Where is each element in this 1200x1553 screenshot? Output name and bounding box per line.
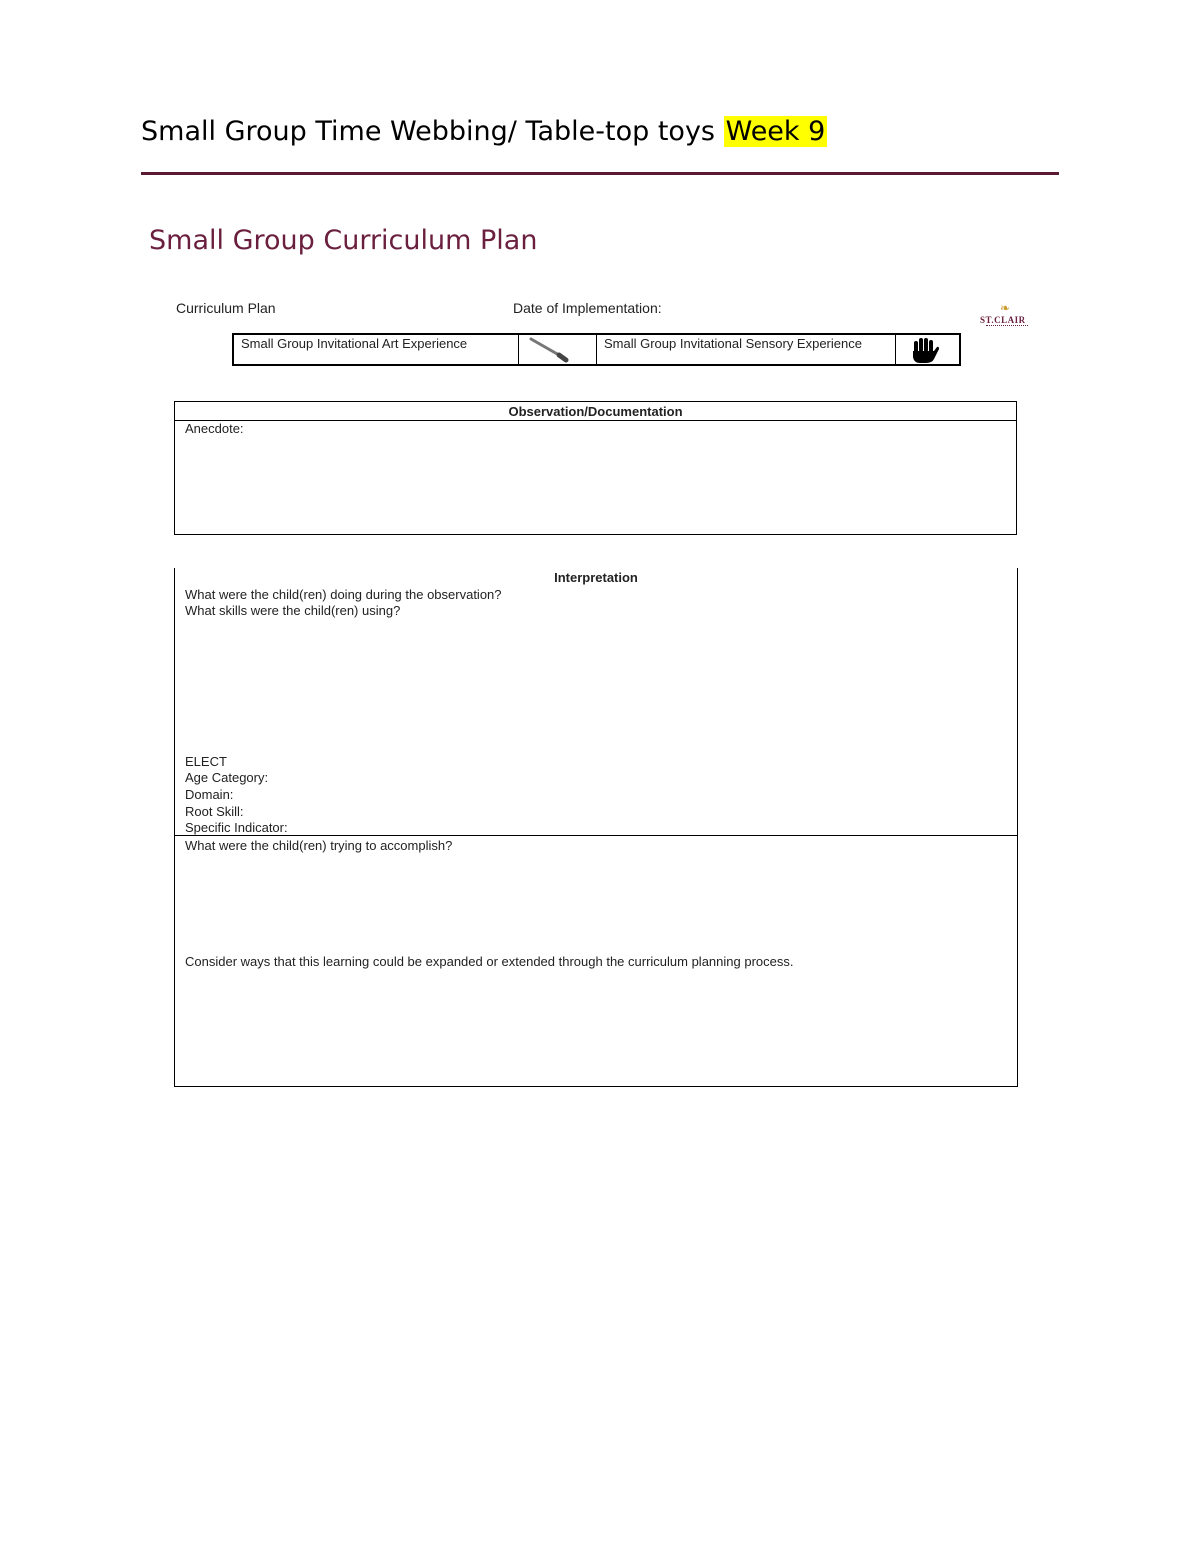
- bird-logo-icon: ❧: [1000, 301, 1011, 315]
- sensory-icon-cell: [896, 335, 959, 364]
- question-doing: What were the child(ren) doing during the observation?: [185, 587, 502, 602]
- experience-table: [232, 333, 961, 366]
- anecdote-label: Anecdote:: [185, 421, 244, 436]
- question-consider: Consider ways that this learning could be expanded or extended through the curriculum planning process.: [185, 954, 794, 969]
- domain-label: Domain:: [185, 787, 234, 802]
- title-divider: [141, 172, 1059, 175]
- college-logo: [978, 302, 1036, 330]
- curriculum-plan-label: Curriculum Plan: [176, 300, 276, 316]
- interpretation-heading: Interpretation: [554, 570, 638, 585]
- question-accomplish: What were the child(ren) trying to accomplish?: [185, 838, 453, 853]
- age-category-label: Age Category:: [185, 770, 269, 785]
- date-of-implementation-label: Date of Implementation:: [513, 300, 662, 316]
- elect-label: ELECT: [185, 754, 227, 769]
- interpretation-box: [174, 568, 1018, 1087]
- title-text: Small Group Time Webbing/ Table-top toys: [141, 116, 724, 147]
- section-heading: Small Group Curriculum Plan: [149, 225, 538, 256]
- observation-heading: Observation/Documentation: [175, 402, 1016, 421]
- logo-underline: [986, 325, 1028, 328]
- paintbrush-icon: [519, 335, 597, 364]
- document-title: [141, 113, 827, 151]
- question-skills: What skills were the child(ren) using?: [185, 603, 401, 618]
- art-icon-cell: [519, 335, 597, 364]
- hand-icon: [896, 335, 959, 364]
- sensory-experience-label: Small Group Invitational Sensory Experience: [597, 335, 896, 364]
- specific-indicator-label: Specific Indicator:: [185, 820, 288, 835]
- interpretation-divider: [175, 835, 1017, 836]
- root-skill-label: Root Skill:: [185, 804, 244, 819]
- observation-documentation-box: [174, 401, 1017, 535]
- art-experience-label: Small Group Invitational Art Experience: [234, 335, 519, 364]
- week-highlight: Week 9: [725, 116, 826, 147]
- logo-text: ST.CLAIR: [980, 315, 1026, 325]
